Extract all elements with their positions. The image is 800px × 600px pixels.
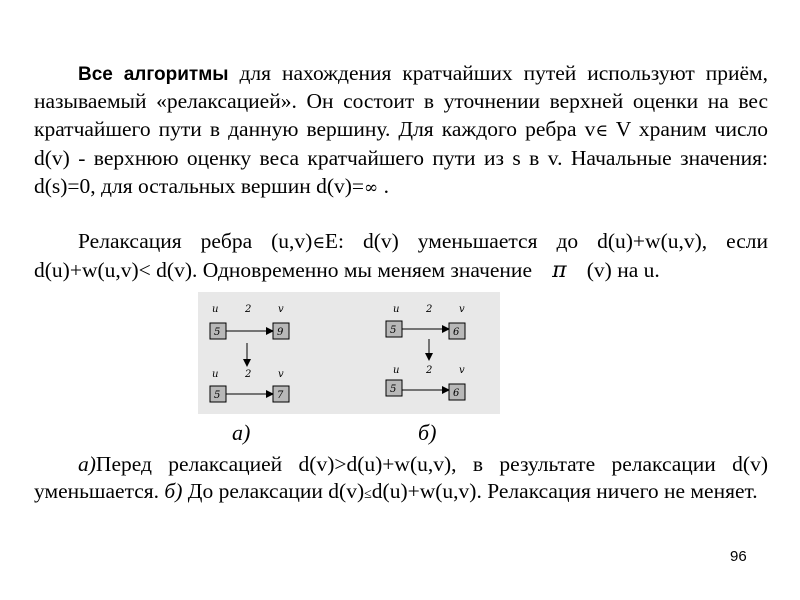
a-after-v-label: v xyxy=(278,369,284,380)
b-after-v-value: 6 xyxy=(453,388,460,399)
a-before-u-value: 5 xyxy=(214,327,221,338)
b-after-u-value: 5 xyxy=(390,384,397,395)
relaxation-diagram xyxy=(198,292,500,414)
caption-a: а) xyxy=(232,420,251,445)
bold-lead: Все алгоритмы xyxy=(78,64,229,85)
element-of-symbol: ∈ xyxy=(595,120,609,141)
page-number: 96 xyxy=(730,548,747,565)
leq-symbol: ≤ xyxy=(364,487,372,503)
b-before-u-value: 5 xyxy=(390,325,397,336)
a-before-v-value: 9 xyxy=(277,327,284,338)
infinity-symbol: ∞ xyxy=(364,177,379,198)
label-a: а) xyxy=(78,452,96,476)
paragraph-algorithms: Все алгоритмы для нахождения кратчайших путей используют приём, называемый «релаксацией». Он состоит в уточнении верхней оценки на вес кратчайшего пути в данную вершину. Для каждого ребра v∈ V храним число d(v) - верхнюю оценку веса кратчайшего пути из s в v. Начальные значения: d(s)=0, для остальных вершин d(v)=∞ . xyxy=(34,61,768,198)
a-after-u-label: u xyxy=(212,369,219,380)
a-after-weight: 2 xyxy=(245,369,252,380)
a-before-weight: 2 xyxy=(245,304,252,315)
label-b: б) xyxy=(164,479,183,504)
b-after-u-label: u xyxy=(393,365,400,376)
a-after-v-value: 7 xyxy=(277,390,284,401)
paragraph-relaxation: Релаксация ребра (u,v)∈E: d(v) уменьшается до d(u)+w(u,v), если d(u)+w(u,v)< d(v). Одновременно мы меняем значение π (v) на u. xyxy=(34,229,768,284)
element-of-symbol: ∈ xyxy=(312,233,325,253)
caption-b: б) xyxy=(418,420,437,445)
b-before-weight: 2 xyxy=(426,304,433,315)
pi-symbol: π xyxy=(552,258,567,284)
a-before-u-label: u xyxy=(212,304,219,315)
b-after-v-label: v xyxy=(459,365,465,376)
b-before-v-value: 6 xyxy=(453,327,460,338)
b-before-u-label: u xyxy=(393,304,400,315)
b-before-v-label: v xyxy=(459,304,465,315)
a-after-u-value: 5 xyxy=(214,390,221,401)
a-before-v-label: v xyxy=(278,304,284,315)
b-after-weight: 2 xyxy=(426,365,433,376)
paragraph-explanation: а)Перед релаксацией d(v)>d(u)+w(u,v), в результате релаксации d(v) уменьшается. б) До релаксации d(v)≤d(u)+w(u,v). Релаксация ничего не меняет. xyxy=(34,452,768,504)
